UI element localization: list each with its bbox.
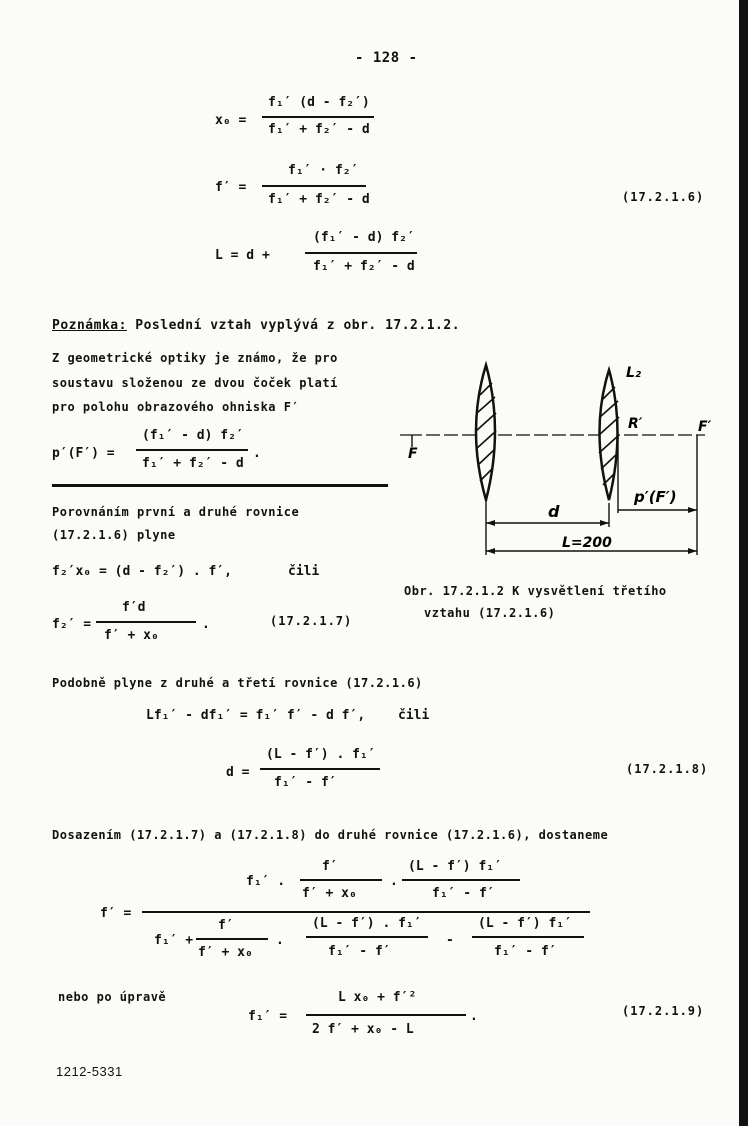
f2-dot: . [202,617,210,632]
bot-frac2-denominator: f₁′ - f′ [328,944,391,959]
d-numerator: (L - f′) . f₁′ [266,747,376,762]
equation-number: (17.2.1.9) [622,1004,705,1018]
bottom-term: f₁′ + [154,933,194,948]
label-L200: L=200 [562,535,612,551]
equation-number: (17.2.1.8) [626,762,709,776]
big-f-lhs: f′ = [100,906,132,921]
figure-caption: Obr. 17.2.1.2 K vysvětlení třetího [404,584,667,598]
lens-diagram [400,355,730,570]
fraction-bar [300,879,382,881]
label-R: R′ [628,416,643,432]
top-term: f₁′ . [246,874,286,889]
label-F: F [408,446,418,462]
bot-frac3-denominator: f₁′ - f′ [494,944,557,959]
top-frac2-denominator: f₁′ - f′ [432,886,495,901]
final-dot: . [470,1009,478,1024]
f-prime-numerator: f₁′ · f₂′ [288,163,359,178]
bot-minus: - [446,933,454,948]
L-numerator: (f₁′ - d) f₂′ [313,230,415,245]
bot-frac2-numerator: (L - f′) . f₁′ [312,916,422,931]
separator-rule [52,484,388,487]
equation-a: f₂′x₀ = (d - f₂′) . f′, [52,564,233,579]
label-pF: p′(F′) [634,488,677,506]
final-numerator: L x₀ + f′² [338,990,417,1005]
paragraph-line: Dosazením (17.2.1.7) a (17.2.1.8) do druhé rovnice (17.2.1.6), dostaneme [52,828,609,842]
equation-line: Lf₁′ - df₁′ = f₁′ f′ - d f′, [146,708,366,723]
x0-denominator: f₁′ + f₂′ - d [268,122,370,137]
fraction-bar [306,1014,466,1016]
fraction-bar [472,936,584,938]
f-prime-denominator: f₁′ + f₂′ - d [268,192,370,207]
paragraph-line: soustavu složenou ze dvou čoček platí [52,376,338,390]
paragraph-line: Podobně plyne z druhé a třetí rovnice (17.2.1.6) [52,676,423,690]
page-number: - 128 - [355,50,418,66]
bot-frac1-numerator: f′ [218,918,234,933]
paragraph-line: (17.2.1.6) plyne [52,528,176,542]
fraction-bar [260,768,380,770]
f2-numerator: f′d [122,600,146,615]
f-prime-lhs: f′ = [215,180,247,195]
footer-code: 1212-5331 [56,1064,123,1079]
paragraph-line: nebo po úpravě [58,990,167,1004]
fraction-bar [196,938,268,940]
label-L2: L₂ [626,365,642,381]
fraction-bar [96,621,196,623]
paragraph-line: Z geometrické optiky je známo, že pro [52,351,338,365]
top-frac1-denominator: f′ + x₀ [302,886,357,901]
f2-denominator: f′ + x₀ [104,628,159,643]
pf-dot: . [253,446,261,461]
fraction-bar [136,449,248,451]
figure-caption: vztahu (17.2.1.6) [424,606,556,620]
main-fraction-bar [142,911,590,913]
x0-numerator: f₁′ (d - f₂′) [268,95,370,110]
bot-frac1-denominator: f′ + x₀ [198,945,253,960]
equation-number: (17.2.1.6) [622,190,705,204]
fraction-bar [262,116,374,118]
top-frac2-numerator: (L - f′) f₁′ [408,859,502,874]
note-text: Poslední vztah vyplývá z obr. 17.2.1.2. [135,318,461,333]
final-lhs: f₁′ = [248,1009,288,1024]
scan-edge-shadow [739,0,748,1126]
fraction-bar [306,936,428,938]
final-denominator: 2 f′ + x₀ - L [312,1022,414,1037]
paragraph-line: pro polohu obrazového ohniska F′ [52,400,300,414]
note-label: Poznámka: [52,318,127,333]
bot-frac3-numerator: (L - f′) f₁′ [478,916,572,931]
label-d: d [548,502,560,521]
f2-lhs: f₂′ = [52,617,92,632]
fraction-bar [402,879,520,881]
d-lhs: d = [226,765,250,780]
pf-lhs: p′(F′) = [52,446,115,461]
L-lhs: L = d + [215,248,270,263]
top-frac1-numerator: f′ [322,859,338,874]
d-denominator: f₁′ - f′ [274,775,337,790]
pf-denominator: f₁′ + f₂′ - d [142,456,244,471]
x0-lhs: x₀ = [215,113,247,128]
equation-word: čili [398,708,430,723]
label-F-prime: F′ [698,419,712,435]
top-dot: . [390,874,398,889]
bot-dot: . [276,933,284,948]
L-denominator: f₁′ + f₂′ - d [313,259,415,274]
equation-number: (17.2.1.7) [270,614,353,628]
fraction-bar [262,185,366,187]
paragraph-line: Porovnáním první a druhé rovnice [52,505,300,519]
pf-numerator: (f₁′ - d) f₂′ [142,428,244,443]
fraction-bar [305,252,417,254]
equation-a-word: čili [288,564,320,579]
